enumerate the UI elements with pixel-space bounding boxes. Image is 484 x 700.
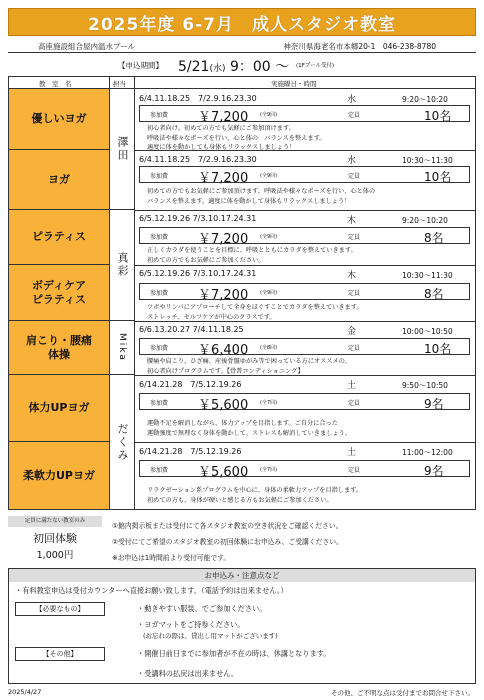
row-divider [135, 442, 475, 443]
notice-line: ・開催日前日までに参加者が不在の時は、休講となります。 [137, 649, 331, 658]
issue-date: 2025/4/27 [8, 688, 42, 696]
class-description: リラクゼーション系プログラムを中心に、身体の柔軟力アップを目指します。 初めての方も、身体が硬いと感じる方もお気軽にご参加ください。 [147, 487, 363, 504]
trial-note: ※お申込は1時間前より受付可能です。 [112, 554, 231, 562]
registration-time: 9：00 ～ [229, 59, 290, 75]
trial-step-1: ①館内掲示板または受付にて各スタジオ教室の空き状況をご確認ください。 [112, 522, 343, 530]
class-name: ヨガ [48, 172, 70, 186]
footer-note: その他、ご不明な点は受付までお問合せ下さい。 [331, 689, 474, 697]
class-description: 腰痛や肩こり、ひざ痛、産後骨盤ゆがみ等で困っている方にオススメの、 初心者向けプログラムです。【骨普コンディショニング】 [147, 358, 351, 375]
capacity-label: 定員 [348, 467, 361, 474]
class-dates: 6/5.12.19.26 7/3.10.17.24.31 [139, 269, 257, 278]
trial-box [8, 516, 102, 566]
notices-box [8, 568, 476, 684]
notice-line: ・動きやすい服装、でご参加ください。 [137, 604, 267, 613]
notice-line: ・有料教室申込は受付カウンターへ直接お願い致します。（電話予約は出来ません。） [15, 586, 288, 595]
class-description: ツボやリンパにアプローチして全身をほぐすことでカラダを整えていきます。 ストレッチ、セルフケアが中心のクラスです。 [147, 304, 363, 321]
class-dates: 6/4.11.18.25 7/2.9.16.23.30 [139, 94, 257, 103]
class-schedule-table [8, 76, 476, 510]
class-dates: 6/5.12.19.26 7/3.10.17.24.31 [139, 214, 257, 223]
title-banner [8, 8, 476, 36]
registration-label: 【申込期間】 [118, 61, 163, 70]
class-time: 10:30～11:30 [402, 271, 453, 280]
table-header [9, 77, 475, 89]
class-time: 9:20～10:20 [402, 95, 448, 104]
instructor-name: だくみ [116, 422, 129, 462]
class-dates: 6/14.21.28 7/5.12.19.26 [139, 447, 242, 456]
trial-price: 1,000円 [36, 550, 74, 561]
class-time: 10:30～11:30 [402, 156, 453, 165]
notices-heading: お申込み・注意点など [9, 569, 475, 582]
capacity-value: 10名 [424, 109, 452, 123]
class-name-cell [9, 150, 109, 210]
divider [134, 77, 135, 509]
notice-line: ・ヨガマットをご持参ください。 [137, 620, 245, 629]
instructor-name: 澤田 [116, 136, 129, 162]
capacity-label: 定員 [348, 112, 361, 119]
session-count: (全9回) [260, 290, 278, 296]
fee-label: 参加費 [150, 234, 169, 241]
capacity-value: 8名 [424, 287, 444, 301]
fee-row [139, 105, 470, 125]
class-name-cell [9, 89, 109, 150]
header-schedule: 実施曜日・時間 [271, 80, 317, 88]
header-class: 教 室 名 [39, 80, 72, 88]
class-day: 木 [347, 271, 357, 281]
capacity-label: 定員 [348, 345, 361, 352]
fee-value: ￥5,600 [198, 465, 249, 480]
instructor-name: 真彩 [116, 252, 129, 278]
capacity-label: 定員 [348, 400, 361, 407]
session-count: (全9回) [260, 173, 278, 179]
trial-title: 初回体験 [33, 532, 77, 545]
capacity-value: 8名 [424, 231, 444, 245]
fee-label: 参加費 [150, 345, 169, 352]
registration-date [178, 56, 289, 76]
class-name: 優しいヨガ [31, 112, 87, 126]
fee-value: ￥7,200 [198, 232, 249, 247]
instructor-cell [110, 321, 134, 375]
trial-step-2: ②受付にてご希望のスタジオ教室の初回体験にお申込み、ご受講ください。 [112, 538, 343, 546]
class-day: 水 [347, 95, 357, 105]
class-description: 正しくカラダを使うことを目標に、呼吸とともにカラダを整えていきます。 初めての方でもお気軽にご参加ください。 [147, 247, 357, 264]
venue-address: 神奈川県海老名市本郷20-1 046-238-8780 [283, 42, 436, 51]
class-name: ピラティス [31, 230, 87, 244]
class-name-cell [9, 442, 109, 509]
capacity-label: 定員 [348, 234, 361, 241]
class-description: 運動不足を解消しながら、体力アップを目指します。ご自分に合った 運動強度で無理なく身体を動かして、ストレスも解消していきましょう。 [147, 420, 351, 437]
registration-weekday: (水) [209, 64, 226, 74]
class-name-cell [9, 375, 109, 442]
header-instructor: 担当 [113, 80, 126, 88]
fee-label: 参加費 [150, 400, 169, 407]
session-count: (全9回) [260, 112, 278, 118]
class-time: 11:00～12:00 [402, 448, 453, 457]
registration-note: (1Fプール受付) [296, 63, 335, 69]
class-description: 初心者向け。初めての方でも気軽にご参加頂けます。 呼吸法や様々なポーズを行い、心と体の バランスを整えます。 適度に体を動かしても身体もリラックスしましょう！ [147, 125, 326, 151]
class-name: ボディケア ピラティス [31, 278, 87, 306]
class-name: 柔軟力UPヨガ [23, 468, 95, 482]
trial-caption: 定員に満たない教室のみ [8, 516, 102, 527]
fee-row [139, 338, 470, 358]
notice-line: (お忘れの際は、貸出し用マットがございます) [143, 632, 278, 640]
class-name: 体力UPヨガ [28, 401, 90, 415]
needs-label: 【必要なもの】 [15, 602, 105, 616]
fee-value: ￥7,200 [198, 171, 249, 186]
class-day: 木 [347, 216, 357, 226]
class-day: 土 [347, 381, 357, 391]
class-name-cell [9, 210, 109, 265]
fee-row [139, 460, 470, 480]
capacity-label: 定員 [348, 173, 361, 180]
fee-row [139, 227, 470, 247]
fee-label: 参加費 [150, 290, 169, 297]
fee-label: 参加費 [150, 173, 169, 180]
class-dates: 6/14.21.28 7/5.12.19.26 [139, 380, 242, 389]
capacity-value: 9名 [424, 464, 444, 478]
fee-label: 参加費 [150, 112, 169, 119]
class-name: 肩こり・腰痛 体操 [26, 333, 92, 361]
capacity-value: 10名 [424, 170, 452, 184]
class-name-cell [9, 321, 109, 375]
venue-name: 高座施設組合屋内温水プール [38, 42, 136, 51]
registration-day-value: 5/21 [178, 59, 210, 75]
capacity-value: 10名 [424, 342, 452, 356]
notice-line: ・受講料の払戻は出来ません。 [137, 669, 239, 678]
class-dates: 6/6.13.20.27 7/4.11.18.25 [139, 325, 244, 334]
class-time: 9:50～10:50 [402, 381, 448, 390]
instructor-cell [110, 89, 134, 210]
fee-value: ￥7,200 [198, 288, 249, 303]
fee-value: ￥7,200 [198, 110, 249, 125]
venue-info [8, 39, 476, 53]
instructor-name: Mika [117, 333, 127, 362]
fee-row [139, 393, 470, 413]
registration-period [118, 56, 476, 74]
class-description: 初めての方でもお気軽にご参加頂けます。呼吸法や様々なポーズを行い、心と体の バランスを整えます。適度に体を動かして身体もリラックスしましょう！ [147, 188, 376, 205]
capacity-label: 定員 [348, 290, 361, 297]
fee-value: ￥6,400 [198, 343, 249, 358]
class-day: 金 [347, 327, 357, 337]
session-count: (全7回) [260, 467, 278, 473]
class-day: 水 [347, 156, 357, 166]
other-label: 【その他】 [15, 647, 105, 661]
capacity-value: 9名 [424, 397, 444, 411]
class-name-cell [9, 265, 109, 321]
class-dates: 6/4.11.18.25 7/2.9.16.23.30 [139, 155, 257, 164]
fee-value: ￥5,600 [198, 398, 249, 413]
instructor-cell [110, 210, 134, 321]
session-count: (全7回) [260, 400, 278, 406]
class-day: 土 [347, 448, 357, 458]
class-time: 9:20～10:20 [402, 216, 448, 225]
class-time: 10:00～10:50 [402, 327, 453, 336]
fee-label: 参加費 [150, 467, 169, 474]
fee-row [139, 166, 470, 186]
row-divider [135, 210, 475, 211]
session-count: (全8回) [260, 345, 278, 351]
instructor-cell [110, 375, 134, 509]
row-divider [135, 265, 475, 266]
fee-row [139, 283, 470, 303]
page-title: 2025年度 6-7月 成人スタジオ教室 [88, 14, 396, 35]
session-count: (全9回) [260, 234, 278, 240]
